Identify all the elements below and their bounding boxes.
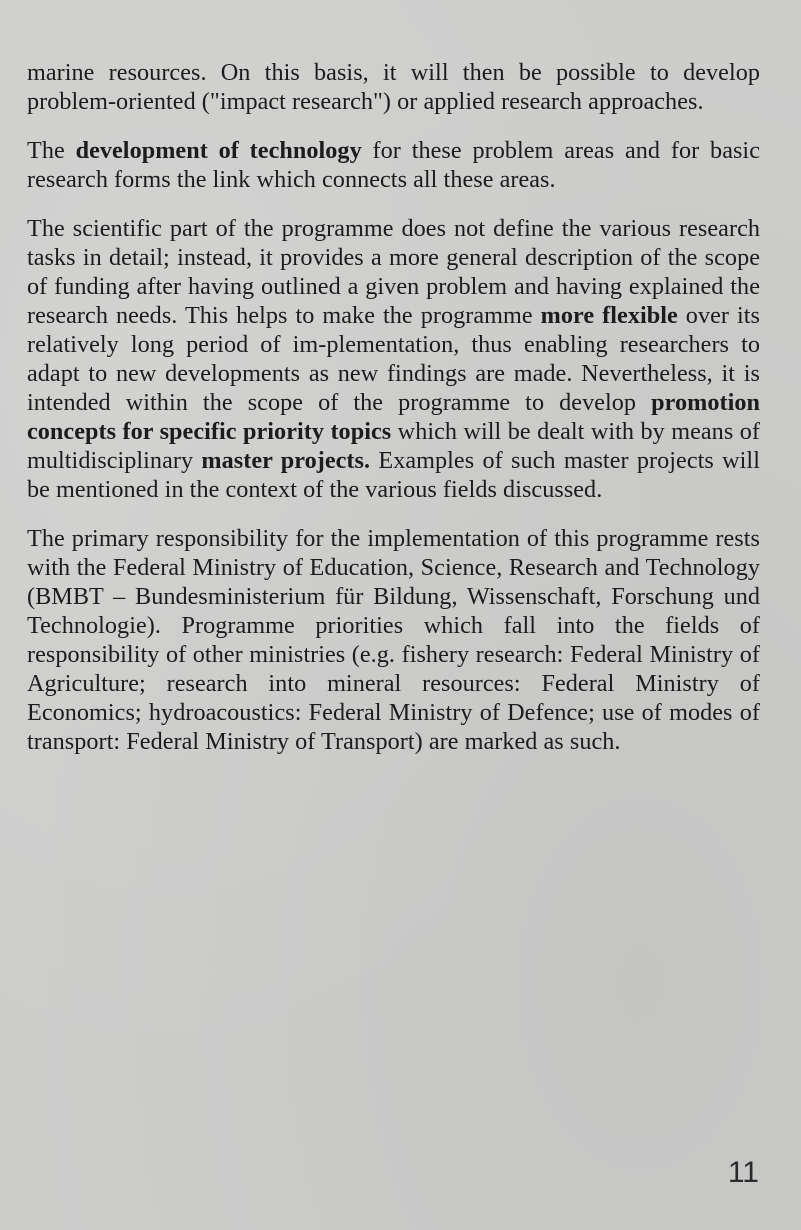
paragraph-text: for these problem areas and for basic research forms the link which connects all these areas. bbox=[27, 137, 760, 193]
paragraph-text: The bbox=[27, 137, 76, 164]
paragraph-text: Examples of such master projects will be mentioned in the context of the various fields discussed. bbox=[27, 447, 760, 503]
emphasis-text: more flexible bbox=[540, 302, 678, 329]
paragraph-text: over its relatively long period of im-plementation, thus enabling researchers to adapt to new developments as new findings are made. Nevertheless, it is intended within the scope of the programme to develop bbox=[27, 302, 760, 416]
emphasis-text: development of technology bbox=[75, 137, 362, 164]
page-number: 11 bbox=[727, 1156, 759, 1189]
paragraph-p2 bbox=[27, 136, 760, 194]
paragraph-p3 bbox=[27, 214, 760, 504]
paragraph-text: which will be dealt with by means of multidisciplinary bbox=[27, 418, 760, 474]
paragraph-p1 bbox=[27, 58, 760, 116]
paragraph-text: The scientific part of the programme does not define the various research tasks in detail; instead, it provides a more general description of the scope of funding after having outlined a given problem and having explained the research needs. This helps to make the programme bbox=[27, 215, 760, 329]
paragraph-p4 bbox=[27, 524, 760, 756]
paragraph-text: The primary responsibility for the implementation of this programme rests with the Federal Ministry of Education, Science, Research and Technology (BMBT – Bundesministerium für Bildung, Wissenschaft, Forschung und Technologie). Programme priorities which fall into the fields of responsibility of other ministries (e.g. fishery research: Federal Ministry of Agriculture; research into mineral resources: Federal Ministry of Economics; hydroacoustics: Federal Ministry of Defence; use of modes of transport: Federal Ministry of Transport) are marked as such. bbox=[27, 525, 760, 755]
emphasis-text: promotion concepts for specific priority topics bbox=[27, 389, 760, 445]
emphasis-text: master projects. bbox=[201, 447, 371, 474]
paragraph-text: marine resources. On this basis, it will then be possible to develop problem-oriented ("impact research") or applied research approaches. bbox=[27, 59, 760, 115]
body-text bbox=[27, 58, 760, 776]
